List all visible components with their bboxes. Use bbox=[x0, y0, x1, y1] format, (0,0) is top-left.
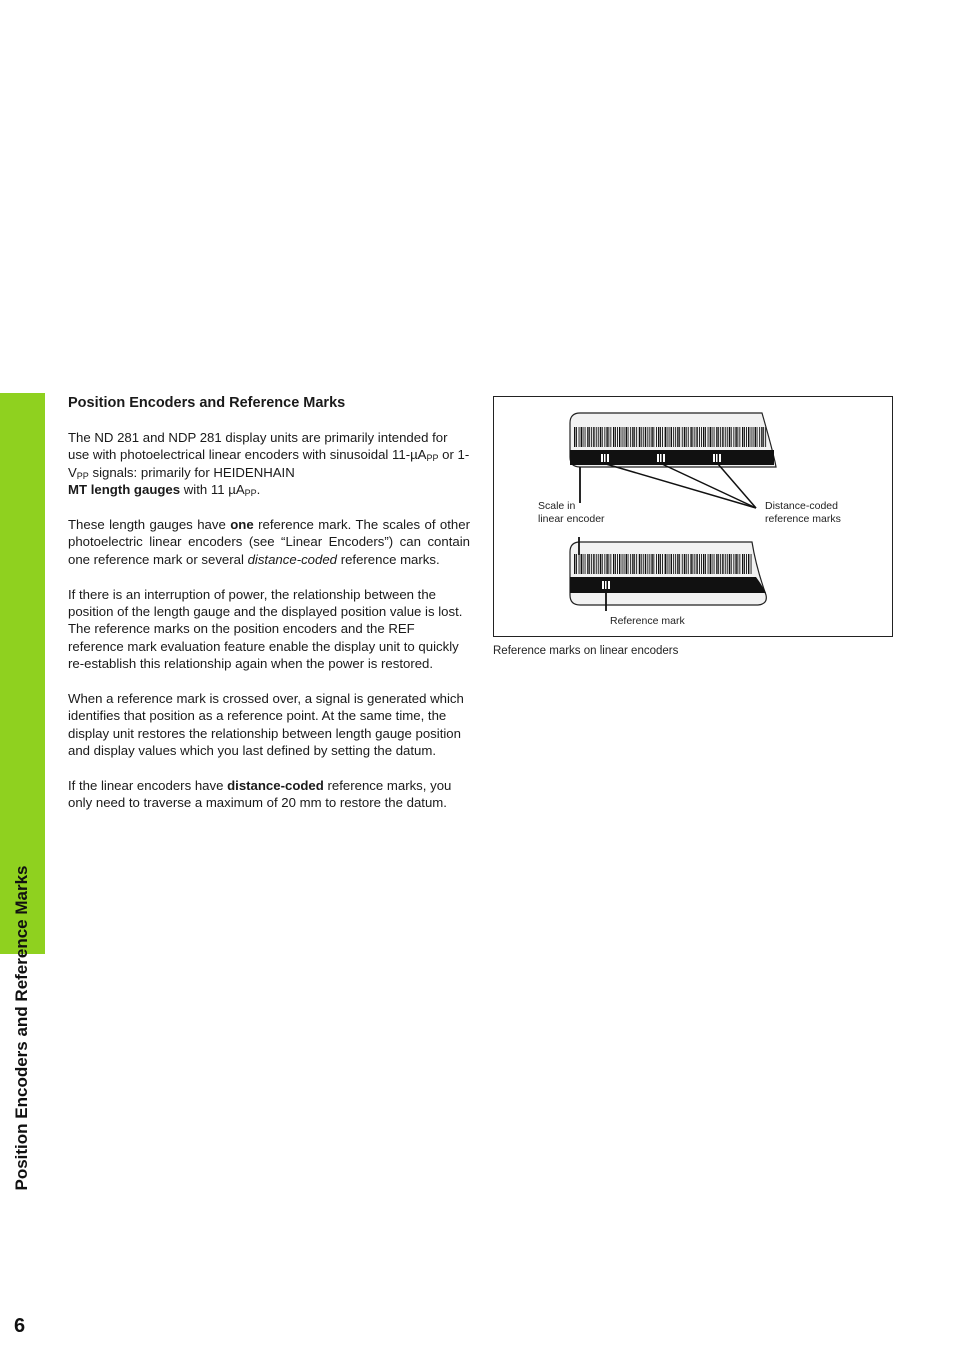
p2-bold: one bbox=[230, 517, 254, 533]
p1-text-d: with 11 µA bbox=[180, 482, 245, 498]
p2-text-a: These length gauges have bbox=[68, 517, 231, 533]
reference-mark-label: Reference mark bbox=[610, 615, 685, 627]
scale-label bbox=[538, 500, 605, 526]
paragraph-1 bbox=[68, 429, 470, 499]
distance-label-line2: reference marks bbox=[765, 513, 841, 525]
p1-text-b: or 1-V bbox=[68, 447, 470, 480]
p2-text-c: reference marks. bbox=[337, 551, 440, 567]
p1-text-a: The ND 281 and NDP 281 display units are primarily intended for use with photoelectrical linear encoders with sinusoidal 11-µA bbox=[68, 430, 448, 463]
p5-text-a: If the linear encoders have bbox=[68, 778, 228, 794]
p1-subscript-3: PP bbox=[244, 488, 257, 499]
bottom-scale bbox=[570, 542, 766, 605]
distance-label-line1: Distance-coded bbox=[765, 500, 838, 512]
p2-italic: distance-coded bbox=[247, 551, 338, 567]
scale-label-line2: linear encoder bbox=[538, 513, 605, 525]
paragraph-5 bbox=[68, 777, 470, 812]
p5-bold: distance-coded bbox=[227, 778, 324, 794]
p1-text-c: signals: primarily for HEIDENHAIN bbox=[88, 464, 295, 480]
side-tab-title: Position Encoders and Reference Marks bbox=[12, 865, 31, 1191]
bottom-scale-ticks bbox=[574, 554, 752, 574]
distance-leader-line-2 bbox=[662, 464, 756, 508]
main-content bbox=[68, 394, 470, 829]
paragraph-4: When a reference mark is crossed over, a signal is generated which identifies that position as a reference point. At the same time, the display unit restores the relationship between length gauge position and display values which you last defined by setting the datum. bbox=[68, 691, 464, 759]
figure-caption: Reference marks on linear encoders bbox=[493, 645, 679, 657]
p1-subscript-2: PP bbox=[76, 470, 89, 481]
p1-text-e: . bbox=[256, 482, 261, 498]
bottom-reference-track bbox=[570, 577, 766, 593]
paragraph-3: If there is an interruption of power, the relationship between the position of the length gauge and the displayed position value is lost. The reference marks on the position encoders and the REF reference mark evaluation feature enable the display unit to quickly re-establish this relationship again when the power is restored. bbox=[68, 586, 463, 672]
p1-subscript-1: PP bbox=[426, 453, 439, 464]
p1-bold: MT length gauges bbox=[68, 482, 181, 498]
distance-leader-line-1 bbox=[606, 464, 756, 508]
page-number: 6 bbox=[14, 1315, 26, 1337]
p2-text-b: reference mark. The scales of other photoelectric linear encoders (see “Linear Encoders”) can contain one reference mark or several bbox=[68, 517, 470, 567]
scale-label-line1: Scale in bbox=[538, 500, 576, 512]
distance-leader-line-3 bbox=[718, 464, 756, 508]
section-heading: Position Encoders and Reference Marks bbox=[68, 395, 346, 411]
p5-text-b: reference marks, you only need to traverse a maximum of 20 mm to restore the datum. bbox=[68, 778, 452, 811]
side-tab bbox=[0, 393, 45, 1337]
paragraph-2 bbox=[68, 516, 470, 568]
top-scale bbox=[570, 413, 776, 467]
figure-box bbox=[493, 396, 893, 637]
distance-coded-label bbox=[765, 500, 841, 526]
top-reference-track bbox=[570, 450, 774, 465]
